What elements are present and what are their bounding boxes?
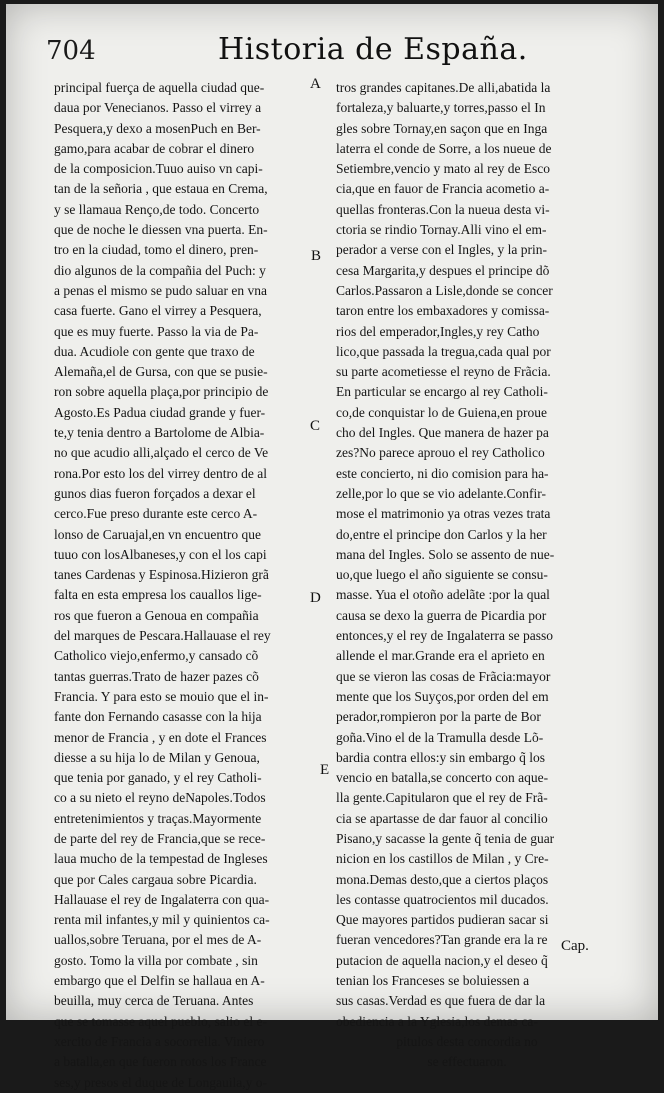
text-line: que tenia por ganado, y el rey Catholi- [54, 770, 262, 786]
page-number: 704 [46, 36, 96, 66]
text-line: lico,que passada la tregua,cada qual por [336, 343, 551, 359]
text-line: do,entre el principe don Carlos y la her [336, 526, 547, 542]
text-line: perador,rompieron por la parte de Bor [336, 709, 541, 725]
text-line: rona.Por esto los del virrey dentro de al [54, 465, 267, 481]
margin-marker-b: B [311, 248, 322, 264]
text-line: fortaleza,y baluarte,y torres,passo el In [336, 100, 546, 116]
text-line: nicion en los castillos de Milan , y Cre- [336, 851, 549, 867]
text-line: bardia contra ellos:y sin embargo q̃ los [336, 749, 545, 765]
text-line: beuilla, muy cerca de Teruana. Antes [54, 993, 254, 1009]
text-line: Pisano,y sacasse la gente q̃ tenia de guar [336, 830, 555, 846]
text-line: menor de Francia , y en dote el Frances [54, 729, 267, 745]
text-line: Agosto.Es Padua ciudad grande y fuer- [54, 404, 266, 420]
text-line: taron entre los embaxadores y comissa- [336, 303, 550, 319]
text-line: tros grandes capitanes.De alli,abatida la [336, 80, 551, 95]
text-line: que es muy fuerte. Passo la via de Pa- [54, 323, 259, 339]
text-line: uallos,sobre Teruana, por el mes de A- [54, 932, 262, 948]
text-line: a penas el mismo se pudo saluar en vna [54, 282, 267, 298]
text-line: laua mucho de la tempestad de Ingleses [54, 851, 268, 867]
text-line: quellas fronteras.Con la nueua desta vi- [336, 201, 550, 217]
text-line: diesse a su hija lo de Milan y Genoua, [54, 749, 260, 765]
text-line: obediencia a la Yglesia,los demas ca- [336, 1013, 538, 1029]
text-line: cho del Ingles. Que manera de hazer pa [336, 425, 549, 441]
text-line: que por Cales cargaua sobre Picardia. [54, 871, 257, 887]
text-line: causa se dexo la guerra de Picardia por [336, 607, 547, 623]
text-line: ctoria se rindio Tornay.Alli vino el em- [336, 222, 547, 238]
text-line: tan de la señoria , que estaua en Crema, [54, 181, 268, 197]
text-line: Setiembre,vencio y mato al rey de Esco [336, 161, 551, 177]
text-line: ron sobre aquella plaça,por principio de [54, 384, 269, 400]
text-line: rios del emperador,Ingles,y rey Catho [336, 323, 540, 339]
text-line: putacion de aquella nacion,y el deseo q̃ [336, 952, 548, 968]
text-line: entretenimientos y traças.Mayormente [54, 810, 262, 826]
text-line: ses,y presos el duque de Longauila,y o- [54, 1074, 267, 1090]
text-line: mona.Demas desto,que a ciertos plaços [336, 871, 549, 887]
text-line: de parte del rey de Francia,que se rece- [54, 830, 266, 846]
text-line: mose el matrimonio ya otras vezes trata [336, 506, 551, 522]
text-line: pitulos desta concordia no [396, 1033, 538, 1049]
text-line: gunos dias fueron forçados a dexar el [54, 485, 256, 501]
book-page [6, 4, 658, 1090]
text-line: tuuo con losAlbaneses,y con el los capi [54, 546, 267, 562]
text-line: cia se apartasse de dar fauor al concilio [336, 810, 548, 826]
text-line: Catholico viejo,enfermo,y cansado cõ [54, 648, 259, 664]
text-line: Pesquera,y dexo a mosenPuch en Ber- [54, 120, 261, 136]
text-line: Hallauase el rey de Ingalaterra con qua- [54, 891, 270, 907]
text-line: Francia. Y para esto se mouio que el in- [54, 688, 269, 704]
text-line: que se tomasse aquel pueblo, salio el e- [54, 1013, 267, 1029]
text-line: fante don Fernando casasse con la hija [54, 709, 262, 725]
text-line: se effectuaron. [427, 1054, 507, 1070]
running-title: Historia de España. [218, 32, 528, 67]
text-line: les contasse quatrocientos mil ducados. [336, 891, 549, 907]
right-text-column [336, 78, 598, 1073]
margin-marker-e: E [320, 762, 330, 778]
text-line: lonso de Caruajal,en vn encuentro que [54, 526, 261, 542]
text-line: su parte acometiesse el reyno de Frãcia. [336, 364, 551, 380]
text-line: del marques de Pescara.Hallauase el rey [54, 628, 271, 644]
text-line: co a su nieto el reyno deNapoles.Todos [54, 790, 266, 806]
margin-marker-a: A [310, 76, 321, 92]
text-line: dua. Acudiole con gente que traxo de [54, 343, 255, 359]
text-line: sus casas.Verdad es que fuera de dar la [336, 993, 546, 1009]
text-line: cerco.Fue preso durante este cerco A- [54, 506, 258, 522]
text-line: cia,que en fauor de Francia acometio a- [336, 181, 550, 197]
text-line: daua por Venecianos. Passo el virrey a [54, 100, 262, 116]
text-line: Que mayores partidos pudieran sacar si [336, 912, 549, 928]
text-line: este concierto, ni dio comision para ha- [336, 465, 549, 481]
text-line: ros que fueron a Genoua en compañia [54, 607, 259, 623]
text-line: lla gente.Capitularon que el rey de Frã- [336, 790, 548, 806]
text-line: embargo que el Delfin se hallaua en A- [54, 973, 265, 989]
text-line: de la composicion.Tuuo auiso vn capi- [54, 161, 263, 177]
text-line: xercito de Francia a socorrella. Viniero [54, 1033, 265, 1049]
text-line: co,de conquistar lo de Guiena,en proue [336, 404, 548, 420]
text-line: no que acudio alli,alçado el cerco de Ve [54, 445, 269, 461]
margin-marker-c: C [310, 418, 321, 434]
text-line: que se vieron las cosas de Frãcia:mayor [336, 668, 551, 684]
catchword: Cap. [561, 938, 589, 954]
text-line: cesa Margarita,y despues el principe dõ [336, 262, 550, 278]
text-line: goña.Vino el de la Tramulla desde Lõ- [336, 729, 544, 745]
text-line: zes?No parece aprouo el rey Catholico [336, 445, 545, 461]
text-line: mente que los Suyços,por orden del em [336, 688, 549, 704]
text-line: te,y tenia dentro a Bartolome de Albia- [54, 425, 265, 441]
text-line: a batalla,en que fueron rotos los France [54, 1054, 267, 1070]
text-line: En particular se encargo al rey Catholi- [336, 384, 548, 400]
text-line: tro en la ciudad, tomo el dinero, pren- [54, 242, 259, 258]
text-line: Carlos.Passaron a Lisle,donde se concer [336, 282, 553, 298]
text-line: gosto. Tomo la villa por combate , sin [54, 952, 258, 968]
text-line: vencio en batalla,se concerto con aque- [336, 770, 549, 786]
text-line: y se llamaua Renço,de todo. Concerto [54, 201, 260, 217]
text-line: gamo,para acabar de cobrar el dinero [54, 140, 255, 156]
text-line: masse. Yua el otoño adelãte :por la qual [336, 587, 550, 603]
text-line: mana del Ingles. Solo se assento de nue- [336, 546, 555, 562]
text-line: casa fuerte. Gano el virrey a Pesquera, [54, 303, 262, 319]
text-line: uo,que luego el año siguiente se consu- [336, 567, 548, 583]
text-line: tenian los Franceses se boluiessen a [336, 973, 530, 989]
left-text-column [54, 78, 312, 1093]
text-line: entonces,y el rey de Ingalaterra se passo [336, 628, 554, 644]
text-line: Alemaña,el de Gursa, con que se pusie- [54, 364, 268, 380]
text-line: fueran vencedores?Tan grande era la re [336, 932, 548, 948]
text-line: tanes Cardenas y Espinosa.Hizieron grã [54, 567, 269, 583]
text-line: laterra el conde de Sorre, a los nueue de [336, 140, 552, 156]
text-line: perador a verse con el Ingles, y la prin- [336, 242, 548, 258]
margin-marker-d: D [310, 590, 321, 606]
text-line: gles sobre Tornay,en saçon que en Inga [336, 120, 548, 136]
text-line: dio algunos de la compañia del Puch: y [54, 262, 266, 278]
text-line: renta mil infantes,y mil y quinientos ca- [54, 912, 270, 928]
text-line: falta en esta empresa los cauallos lige- [54, 587, 262, 603]
text-line: allende el mar.Grande era el aprieto en [336, 648, 545, 664]
text-line: que de noche le diessen vna puerta. En- [54, 222, 268, 238]
text-line: principal fuerça de aquella ciudad que- [54, 80, 265, 95]
text-line: zelle,por lo que se vio adelante.Confir- [336, 485, 547, 501]
text-line: tantas guerras.Trato de hazer pazes cõ [54, 668, 259, 684]
